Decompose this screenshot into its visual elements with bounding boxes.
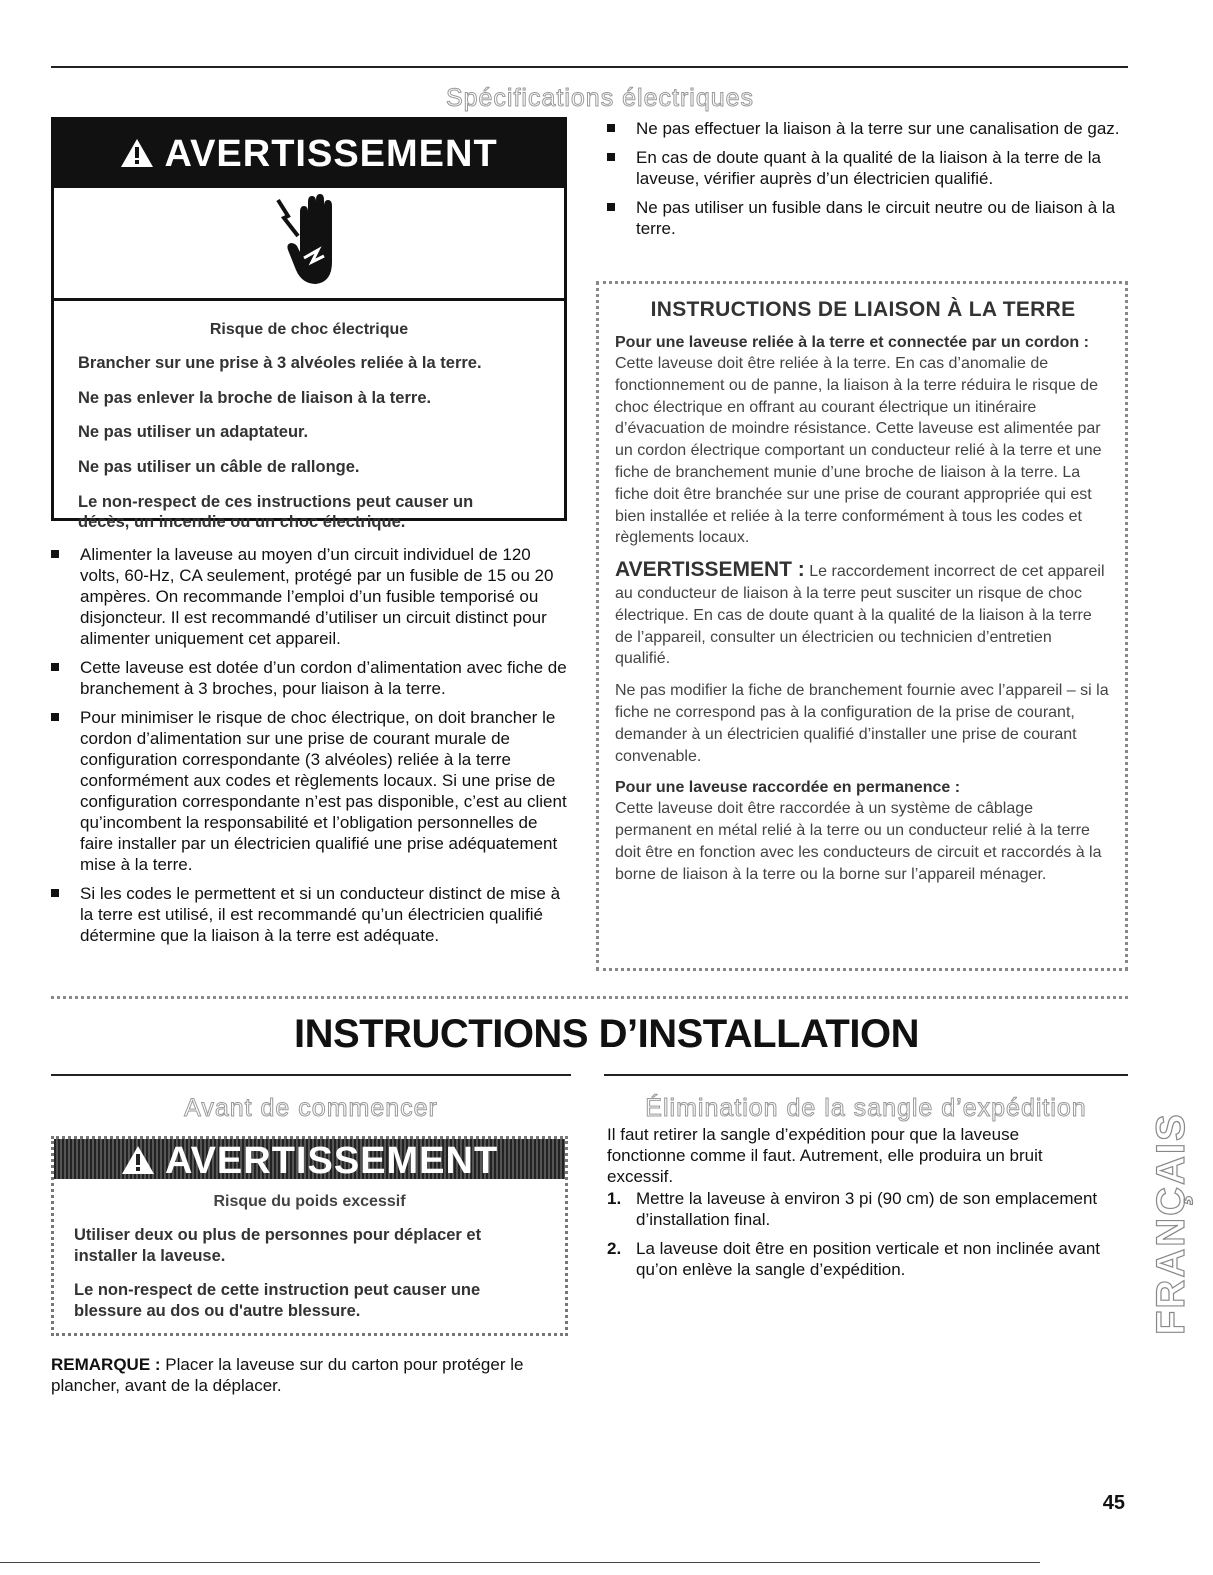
list-item: Si les codes le permettent et si un conducteur distinct de mise à la terre est utilisé, il est recommandé qu’un électricien qualifié détermine que la liaison à la terre est adéquate. bbox=[51, 883, 573, 946]
grounding-subheading-permanent: Pour une laveuse raccordée en permanence : bbox=[615, 779, 961, 797]
electrical-requirements-list bbox=[51, 544, 573, 954]
warning-banner bbox=[54, 1139, 565, 1179]
remark-text: Placer la laveuse sur du carton pour protéger le plancher, avant de la déplacer. bbox=[51, 1355, 524, 1395]
installation-title: INSTRUCTIONS D’INSTALLATION bbox=[294, 1012, 919, 1056]
grounding-text: Ne pas modifier la fiche de branchement fournie avec l’appareil – si la fiche ne correspond pas à la configuration de la prise de courant, demander à un électricien qualifié d’installer une prise de courant convenable. bbox=[615, 682, 1109, 765]
list-item: 2. La laveuse doit être en position verticale et non inclinée avant qu’on enlève la sangle d’expédition. bbox=[607, 1239, 1101, 1279]
grounding-warning-label: AVERTISSEMENT : bbox=[615, 558, 805, 582]
grounding-instructions-box bbox=[596, 281, 1128, 971]
list-item: En cas de doute quant à la qualité de la liaison à la terre de la laveuse, vérifier auprès d’un électricien qualifié. bbox=[607, 147, 1125, 189]
column-rule-right bbox=[604, 1074, 1128, 1076]
column-rule-left bbox=[51, 1074, 571, 1076]
warning-line: Ne pas enlever la broche de liaison à la terre. bbox=[78, 388, 432, 407]
list-item: Cette laveuse est dotée d’un cordon d’alimentation avec fiche de branchement à 3 broches, pour liaison à la terre. bbox=[51, 657, 573, 699]
grounding-warning-paragraph bbox=[615, 559, 1111, 670]
warning-line: Ne pas utiliser un adaptateur. bbox=[78, 423, 309, 442]
remark-paragraph bbox=[51, 1354, 571, 1396]
list-item: 1. Mettre la laveuse à environ 3 pi (90 cm) de son emplacement d’installation final. bbox=[607, 1189, 1098, 1229]
section-title-electrical: Spécifications électriques bbox=[445, 84, 755, 112]
remark-label: REMARQUE : bbox=[51, 1355, 161, 1374]
grounding-text: Cette laveuse doit être raccordée à un système de câblage permanent en métal relié à la terre ou un conducteur relié à la terre doit être en fonction avec les conducteurs de circuit et raccordés à la borne de liaison à la terre ou la borne sur l’appareil ménager. bbox=[615, 800, 1102, 883]
list-item: Pour minimiser le risque de choc électrique, on doit brancher le cordon d’alimentation sur une prise de courant murale de configuration correspondante (3 alvéoles) reliée à la terre conformément aux codes et règlements locaux. Si une prise de configuration correspondante n’est pas disponible, c’est au client qu’incombent la responsabilité et l’obligation personnelles de faire installer par un électricien qualifié une prise adéquatement mise à la terre. bbox=[51, 707, 573, 875]
electrical-shock-hand-icon bbox=[54, 188, 564, 301]
warning-triangle-icon bbox=[121, 1140, 165, 1179]
list-item: Ne pas effectuer la liaison à la terre sur une canalisation de gaz. bbox=[607, 118, 1125, 139]
list-item: Ne pas utiliser un fusible dans le circuit neutre ou de liaison à la terre. bbox=[607, 197, 1125, 239]
warning-banner bbox=[54, 120, 564, 188]
shock-warning-heading: Risque de choc électrique bbox=[209, 321, 409, 338]
warning-banner-text: AVERTISSEMENT bbox=[164, 133, 498, 175]
section-title-strap-removal: Élimination de la sangle d’expédition bbox=[645, 1094, 1087, 1122]
warning-line: Ne pas utiliser un câble de rallonge. bbox=[78, 457, 360, 476]
svg-text:FRANÇAIS: FRANÇAIS bbox=[1149, 1112, 1193, 1335]
warning-line: Utiliser deux ou plus de personnes pour déplacer et installer la laveuse. bbox=[74, 1226, 482, 1265]
page-number: 45 bbox=[1102, 1492, 1125, 1514]
warning-line: Le non-respect de cette instruction peut causer une blessure au dos ou d'autre blessure. bbox=[74, 1281, 481, 1320]
grounding-subheading-cord: Pour une laveuse reliée à la terre et connectée par un cordon : bbox=[615, 334, 1089, 351]
warning-line: Brancher sur une prise à 3 alvéoles reliée à la terre. bbox=[78, 354, 482, 372]
list-item: Alimenter la laveuse au moyen d’un circuit individuel de 120 volts, 60-Hz, CA seulement, protégé par un fusible de 15 ou 20 ampères. On recommande l’emploi d’un fusible temporisé ou disjoncteur. Il est recommandé d’utiliser un circuit distinct pour alimenter uniquement cet appareil. bbox=[51, 544, 573, 649]
section-title-before-start: Avant de commencer bbox=[184, 1094, 438, 1122]
bottom-rule bbox=[0, 1562, 1040, 1563]
weight-warning-heading: Risque du poids excessif bbox=[213, 1193, 406, 1210]
grounding-requirements-list bbox=[607, 118, 1125, 247]
top-rule bbox=[51, 66, 1128, 68]
section-divider bbox=[51, 996, 1128, 999]
grounding-warning-text: Le raccordement incorrect de cet appareil au conducteur de liaison à la terre peut susciter un risque de choc électrique. En cas de doute quant à la qualité de la liaison à la terre de l’appareil, consulter un électricien ou technicien d’entretien qualifié. bbox=[615, 563, 1105, 668]
grounding-text: Cette laveuse doit être reliée à la terre. En cas d’anomalie de fonctionnement ou de panne, la liaison à la terre réduira le risque de choc électrique en offrant au courant électrique un itinéraire d’évacuation de moindre résistance. Cette laveuse est alimentée par un cordon électrique comportant un conducteur relié à la terre et une fiche de branchement munie d’une broche de liaison à la terre. La fiche doit être branchée sur une prise de courant appropriée qui est bien installée et reliée à la terre conformément à tous les codes et règlements locaux. bbox=[615, 355, 1102, 547]
shock-warning-box bbox=[51, 117, 567, 532]
warning-banner-text: AVERTISSEMENT bbox=[164, 1140, 499, 1179]
language-side-tab bbox=[1148, 1080, 1196, 1340]
warning-triangle-icon bbox=[120, 133, 164, 175]
weight-warning-box bbox=[51, 1136, 568, 1336]
strap-steps-list bbox=[607, 1188, 1125, 1288]
grounding-title: INSTRUCTIONS DE LIAISON À LA TERRE bbox=[650, 298, 1076, 321]
strap-intro: Il faut retirer la sangle d’expédition pour que la laveuse fonctionne comme il faut. Autrement, elle produira un bruit excessif. bbox=[607, 1125, 1043, 1186]
warning-line: Le non-respect de ces instructions peut causer un décès, un incendie ou un choc électrique. bbox=[78, 492, 474, 532]
